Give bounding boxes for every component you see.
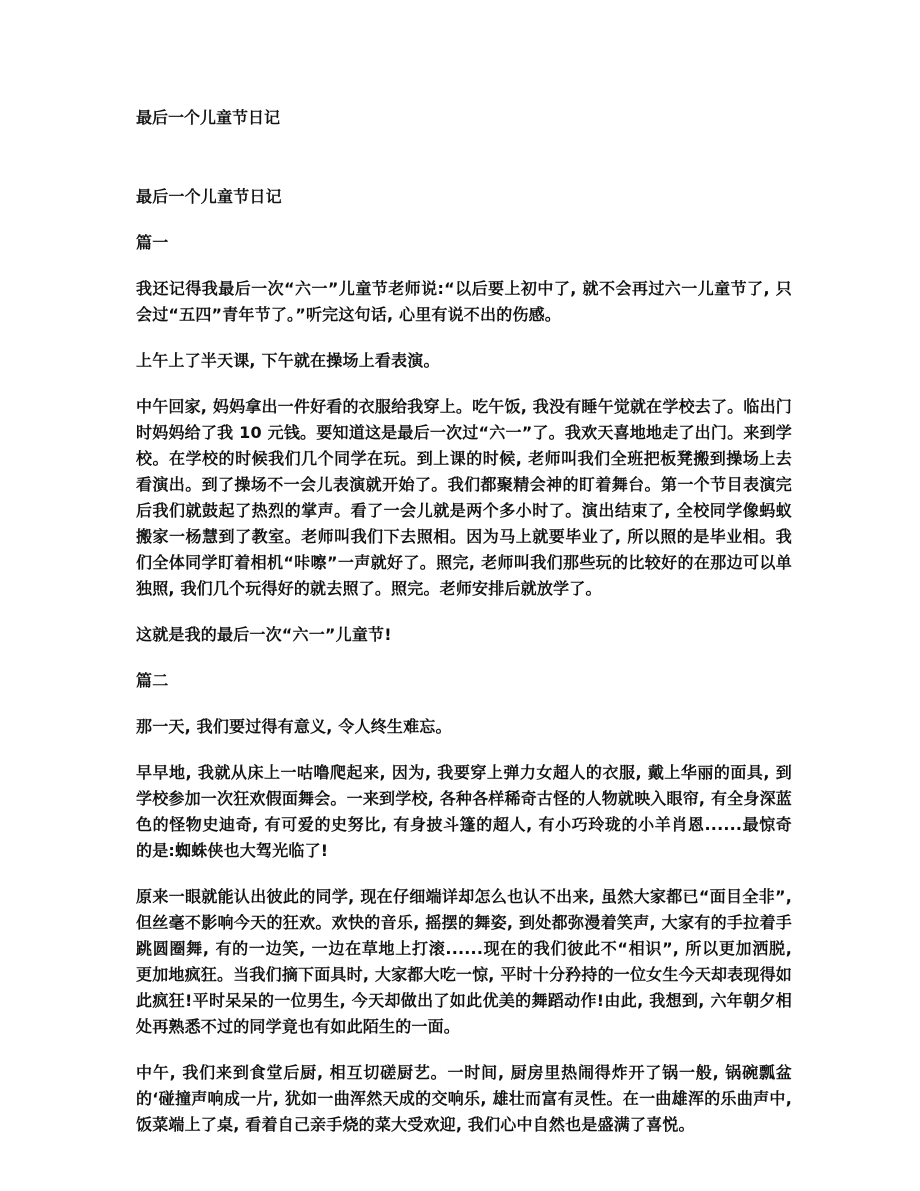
section-heading-2: 篇二: [136, 671, 169, 690]
document-body: [136, 184, 792, 1158]
paragraph: 原来一眼就能认出彼此的同学, 现在仔细端详却怎么也认不出来, 虽然大家都已“面目全非”, 但丝毫不影响今天的狂欢。欢快的音乐, 摇摆的舞姿, 到处都弥漫着笑声, 大家有的手拉着手跳圆圈舞, 有的一边笑, 一边在草地上打滚......现在的我们彼此不“相识”, 所以更加洒脱, 更加地疯狂。当我们摘下面具时, 大家都大吃一惊, 平时十分矜持的一位女生今天却表现得如此疯狂!平时呆呆的一位男生, 今天却做出了如此优美的舞蹈动作!由此, 我想到, 六年朝夕相处再熟悉不过的同学竟也有如此陌生的一面。: [136, 887, 792, 1036]
paragraph: 早早地, 我就从床上一咕噜爬起来, 因为, 我要穿上弹力女超人的衣服, 戴上华丽的面具, 到学校参加一次狂欢假面舞会。一来到学校, 各种各样稀奇古怪的人物就映入眼帘, 有全身深蓝色的怪物史迪奇, 有可爱的史努比, 有身披斗篷的超人, 有小巧玲珑的小羊肖恩......最惊奇的是:蜘蛛侠也大驾光临了!: [136, 763, 792, 860]
section-heading-1: 篇一: [136, 233, 169, 252]
paragraph: 这就是我的最后一次“六一”儿童节!: [136, 625, 392, 644]
paragraph: 中午, 我们来到食堂后厨, 相互切磋厨艺。一时间, 厨房里热闹得炸开了锅一般, 锅碗瓢盆的‘碰撞声响成一片, 犹如一曲浑然天成的交响乐, 雄壮而富有灵性。在一曲雄浑的乐曲声中, 饭菜端上了桌, 看着自己亲手烧的菜大受欢迎, 我们心中自然也是盛满了喜悦。: [136, 1063, 792, 1134]
paragraph: 中午回家, 妈妈拿出一件好看的衣服给我穿上。吃午饭, 我没有睡午觉就在学校去了。临出门时妈妈给了我 10 元钱。要知道这是最后一次过“六一”了。我欢天喜地地走了出门。来到学校。在学校的时候我们几个同学在玩。到上课的时候, 老师叫我们全班把板凳搬到操场上去看演出。到了操场不一会儿表演就开始了。我们都聚精会神的盯着舞台。第一个节目表演完后我们就鼓起了热烈的掌声。看了一会儿就是两个多小时了。演出结束了, 全校同学像蚂蚁搬家一杨慧到了教室。老师叫我们下去照相。因为马上就要毕业了, 所以照的是毕业相。我们全体同学盯着相机“咔嚓”一声就好了。照完, 老师叫我们那些玩的比较好的在那边可以单独照, 我们几个玩得好的就去照了。照完。老师安排后就放学了。: [136, 397, 792, 598]
paragraph: 那一天, 我们要过得有意义, 令人终生难忘。: [136, 717, 452, 736]
document-subtitle: 最后一个儿童节日记: [136, 187, 282, 206]
paragraph: 上午上了半天课, 下午就在操场上看表演。: [136, 351, 440, 370]
paragraph: 我还记得我最后一次“六一”儿童节老师说:“以后要上初中了, 就不会再过六一儿童节了, 只会过“五四”青年节了。”听完这句话, 心里有说不出的伤感。: [136, 279, 792, 324]
document-title: 最后一个儿童节日记: [136, 108, 281, 127]
